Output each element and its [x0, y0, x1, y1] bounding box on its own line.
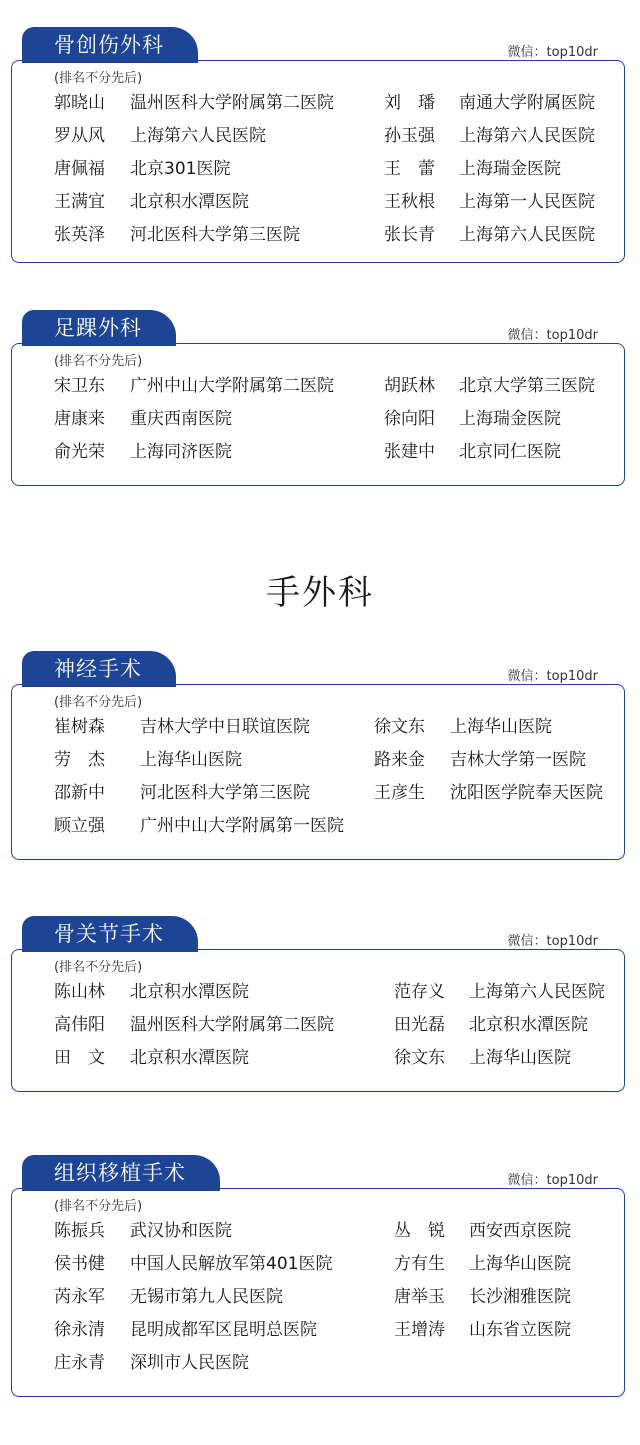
doctor-hospital: 上海华山医院: [469, 1048, 571, 1068]
doctor-name: 郭晓山: [54, 93, 105, 113]
doctor-hospital: 上海第六人民医院: [469, 982, 605, 1002]
wechat-id: 微信：top10dr: [507, 669, 598, 684]
doctor-name: 田 文: [54, 1048, 105, 1068]
doctor-hospital: 上海瑞金医院: [459, 159, 561, 179]
wechat-id: 微信：top10dr: [507, 1173, 598, 1188]
doctor-row: [12, 1316, 624, 1344]
doctor-hospital: 吉林大学第一医院: [450, 750, 586, 770]
doctor-hospital: 上海第六人民医院: [459, 126, 595, 146]
doctor-hospital: 上海第六人民医院: [130, 126, 266, 146]
doctor-list-box: [11, 60, 625, 263]
doctor-hospital: 北京积水潭医院: [130, 1048, 249, 1068]
doctor-row: [12, 1044, 624, 1072]
doctor-name: 张英泽: [54, 225, 105, 245]
section-title: 足踝外科: [22, 310, 176, 346]
doctor-name: 崔树森: [54, 717, 105, 737]
doctor-hospital: 上海华山医院: [450, 717, 552, 737]
doctor-name: 高伟阳: [54, 1015, 105, 1035]
doctor-name: 陈山林: [54, 982, 105, 1002]
doctor-hospital: 上海同济医院: [130, 442, 232, 462]
section-title: 骨创伤外科: [22, 27, 198, 63]
doctor-name: 丛 锐: [394, 1221, 445, 1241]
doctor-name: 徐永清: [54, 1320, 105, 1340]
doctor-name: 徐文东: [374, 717, 425, 737]
doctor-hospital: 重庆西南医院: [130, 409, 232, 429]
doctor-hospital: 长沙湘雅医院: [469, 1287, 571, 1307]
doctor-row: [12, 438, 624, 466]
doctor-list-box: [11, 343, 625, 486]
doctor-hospital: 昆明成都军区昆明总医院: [130, 1320, 317, 1340]
ranking-note: (排名不分先后): [54, 354, 143, 369]
doctor-list-box: [11, 684, 625, 860]
doctor-hospital: 上海华山医院: [469, 1254, 571, 1274]
doctor-name: 唐康来: [54, 409, 105, 429]
doctor-row: [12, 1250, 624, 1278]
doctor-hospital: 南通大学附属医院: [459, 93, 595, 113]
doctor-hospital: 河北医科大学第三医院: [140, 783, 310, 803]
doctor-name: 王增涛: [394, 1320, 445, 1340]
doctor-name: 孙玉强: [384, 126, 435, 146]
doctor-row: [12, 122, 624, 150]
doctor-hospital: 吉林大学中日联谊医院: [140, 717, 310, 737]
page-title: 手外科: [266, 573, 374, 613]
ranking-note: (排名不分先后): [54, 695, 143, 710]
wechat-id: 微信：top10dr: [507, 328, 598, 343]
doctor-name: 刘 璠: [384, 93, 435, 113]
doctor-hospital: 河北医科大学第三医院: [130, 225, 300, 245]
section-title: 组织移植手术: [22, 1155, 220, 1191]
section-title: 神经手术: [22, 651, 176, 687]
doctor-name: 田光磊: [394, 1015, 445, 1035]
section-title: 骨关节手术: [22, 916, 198, 952]
doctor-row: [12, 89, 624, 117]
doctor-row: [12, 1349, 624, 1377]
doctor-row: [12, 1217, 624, 1245]
doctor-hospital: 温州医科大学附属第二医院: [130, 1015, 334, 1035]
doctor-hospital: 武汉协和医院: [130, 1221, 232, 1241]
doctor-name: 徐文东: [394, 1048, 445, 1068]
doctor-hospital: 西安西京医院: [469, 1221, 571, 1241]
doctor-list-box: [11, 1188, 625, 1397]
doctor-hospital: 北京301医院: [130, 159, 231, 179]
doctor-row: [12, 713, 624, 741]
doctor-name: 唐举玉: [394, 1287, 445, 1307]
doctor-hospital: 沈阳医学院奉天医院: [450, 783, 603, 803]
doctor-row: [12, 405, 624, 433]
doctor-row: [12, 978, 624, 1006]
doctor-name: 张建中: [384, 442, 435, 462]
doctor-hospital: 广州中山大学附属第二医院: [130, 376, 334, 396]
wechat-id: 微信：top10dr: [507, 934, 598, 949]
doctor-name: 罗从风: [54, 126, 105, 146]
doctor-name: 胡跃林: [384, 376, 435, 396]
doctor-hospital: 北京积水潭医院: [130, 192, 249, 212]
doctor-name: 陈振兵: [54, 1221, 105, 1241]
doctor-name: 顾立强: [54, 816, 105, 836]
doctor-name: 侯书健: [54, 1254, 105, 1274]
doctor-row: [12, 812, 624, 840]
doctor-row: [12, 1011, 624, 1039]
doctor-hospital: 北京同仁医院: [459, 442, 561, 462]
doctor-hospital: 温州医科大学附属第二医院: [130, 93, 334, 113]
doctor-row: [12, 746, 624, 774]
doctor-hospital: 上海第六人民医院: [459, 225, 595, 245]
doctor-hospital: 北京大学第三医院: [459, 376, 595, 396]
doctor-row: [12, 779, 624, 807]
doctor-name: 王彦生: [374, 783, 425, 803]
ranking-note: (排名不分先后): [54, 71, 143, 86]
doctor-list-box: [11, 949, 625, 1092]
doctor-name: 俞光荣: [54, 442, 105, 462]
doctor-name: 范存义: [394, 982, 445, 1002]
wechat-id: 微信：top10dr: [507, 45, 598, 60]
doctor-row: [12, 372, 624, 400]
doctor-hospital: 上海华山医院: [140, 750, 242, 770]
doctor-name: 邵新中: [54, 783, 105, 803]
doctor-hospital: 广州中山大学附属第一医院: [140, 816, 344, 836]
doctor-name: 庄永青: [54, 1353, 105, 1373]
doctor-hospital: 上海瑞金医院: [459, 409, 561, 429]
ranking-note: (排名不分先后): [54, 1199, 143, 1214]
doctor-row: [12, 221, 624, 249]
doctor-name: 张长青: [384, 225, 435, 245]
doctor-row: [12, 1283, 624, 1311]
doctor-hospital: 山东省立医院: [469, 1320, 571, 1340]
doctor-hospital: 中国人民解放军第401医院: [130, 1254, 333, 1274]
doctor-hospital: 北京积水潭医院: [469, 1015, 588, 1035]
doctor-name: 王满宜: [54, 192, 105, 212]
doctor-name: 劳 杰: [54, 750, 105, 770]
doctor-hospital: 上海第一人民医院: [459, 192, 595, 212]
doctor-name: 王秋根: [384, 192, 435, 212]
doctor-name: 路来金: [374, 750, 425, 770]
doctor-name: 徐向阳: [384, 409, 435, 429]
doctor-hospital: 无锡市第九人民医院: [130, 1287, 283, 1307]
doctor-name: 王 蕾: [384, 159, 435, 179]
doctor-name: 唐佩福: [54, 159, 105, 179]
doctor-row: [12, 188, 624, 216]
doctor-hospital: 北京积水潭医院: [130, 982, 249, 1002]
doctor-row: [12, 155, 624, 183]
doctor-name: 宋卫东: [54, 376, 105, 396]
doctor-hospital: 深圳市人民医院: [130, 1353, 249, 1373]
doctor-name: 方有生: [394, 1254, 445, 1274]
doctor-name: 芮永军: [54, 1287, 105, 1307]
ranking-note: (排名不分先后): [54, 960, 143, 975]
